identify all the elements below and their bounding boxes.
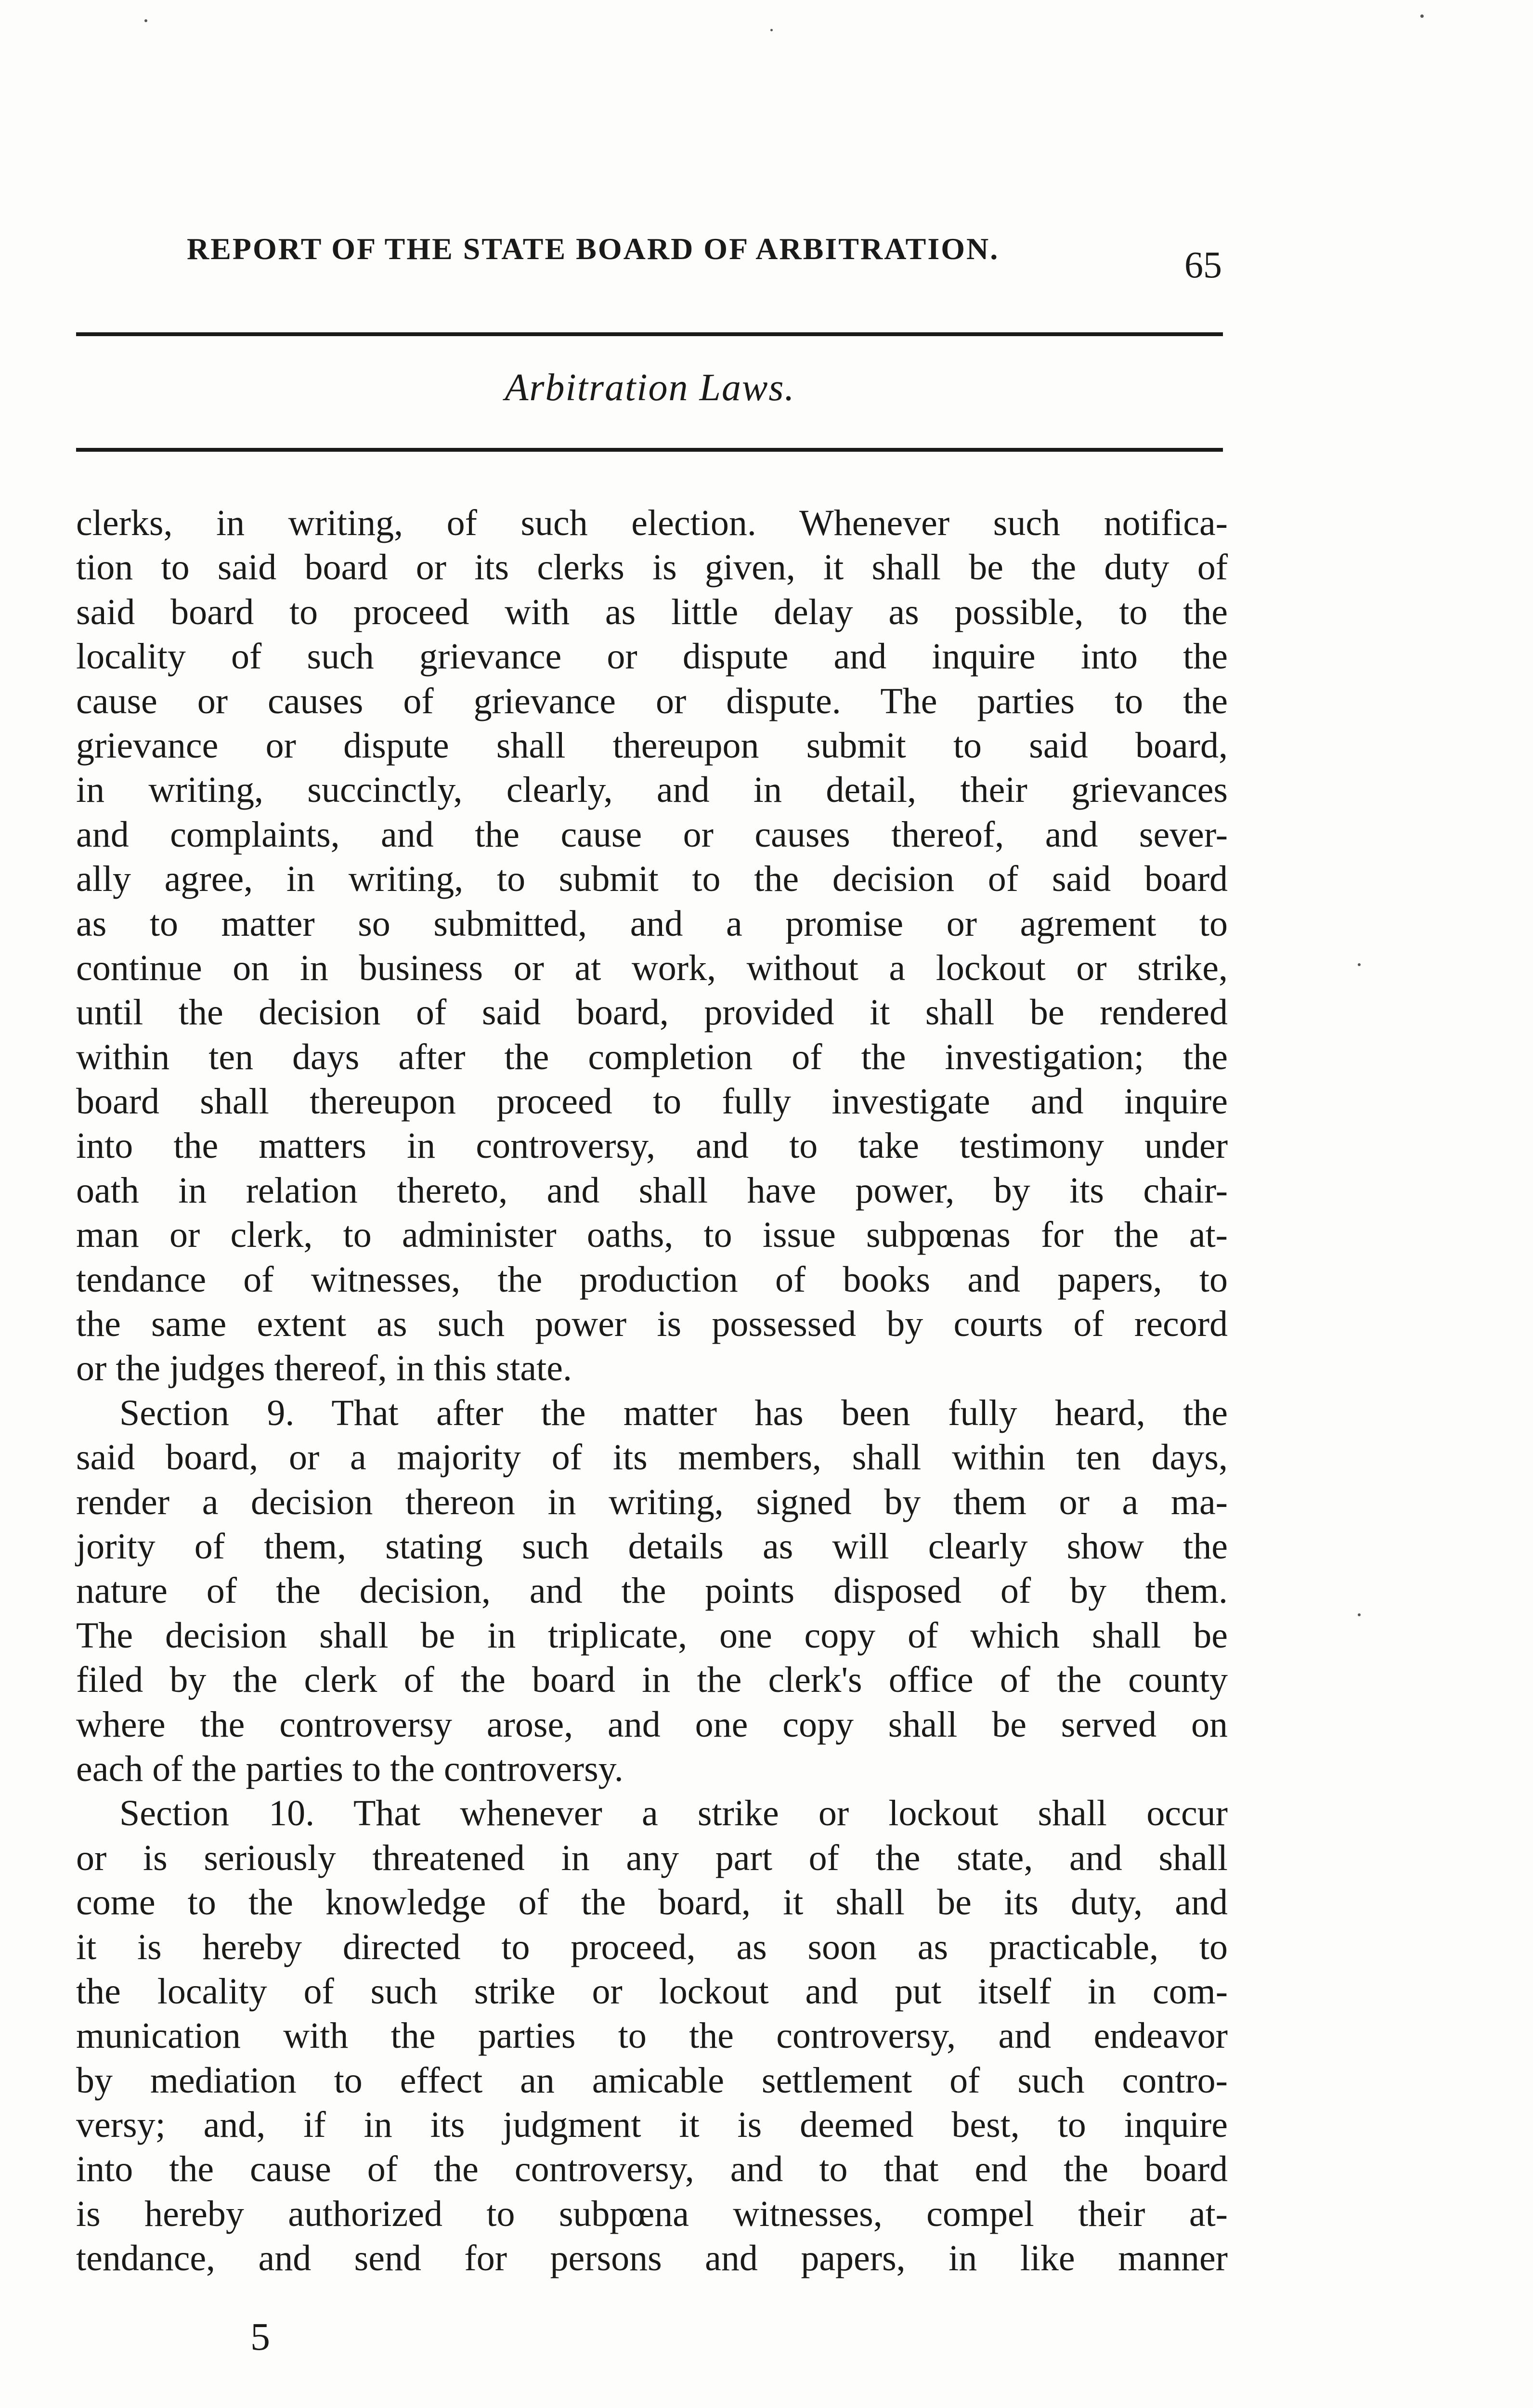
text-line: where the controversy arose, and one copy shall be served on <box>76 1704 1228 1745</box>
body-text <box>76 501 1228 2281</box>
text-line: cause or causes of grievance or dispute. The parties to the <box>76 681 1228 721</box>
text-line: tendance of witnesses, the production of books and papers, to <box>76 1259 1228 1300</box>
text-line: into the matters in controversy, and to take testimony under <box>76 1125 1228 1166</box>
header-rule-bottom <box>76 448 1223 452</box>
text-line: filed by the clerk of the board in the clerk's office of the county <box>76 1660 1228 1701</box>
text-line: locality of such grievance or dispute and inquire into the <box>76 636 1228 677</box>
text-line: tion to said board or its clerks is given, it shall be the duty of <box>76 547 1228 588</box>
text-line: in writing, succinctly, clearly, and in detail, their grievances <box>76 770 1228 811</box>
text-line: render a decision thereon in writing, signed by them or a ma- <box>76 1481 1228 1522</box>
text-line: grievance or dispute shall thereupon submit to said board, <box>76 725 1228 766</box>
print-speck <box>770 29 773 31</box>
header-rule-top <box>76 332 1223 336</box>
text-line: and complaints, and the cause or causes thereof, and sever- <box>76 814 1228 855</box>
text-line: nature of the decision, and the points disposed of by them. <box>76 1570 1228 1611</box>
text-line: continue on in business or at work, without a lockout or strike, <box>76 947 1228 988</box>
text-line: the same extent as such power is possessed by courts of record <box>76 1304 1228 1345</box>
text-line: said board to proceed with as little delay as possible, to the <box>76 591 1228 632</box>
section-9-first-line: Section 9. That after the matter has been fully heard, the <box>119 1392 1228 1433</box>
text-line: as to matter so submitted, and a promise or agrement to <box>76 903 1228 944</box>
print-speck <box>1358 1613 1361 1616</box>
text-line: clerks, in writing, of such election. Whenever such notifica- <box>76 503 1228 543</box>
text-line: is hereby authorized to subpœna witnesses, compel their at- <box>76 2193 1228 2234</box>
print-speck <box>1358 963 1361 966</box>
text-line: ally agree, in writing, to submit to the decision of said board <box>76 859 1228 900</box>
text-line: or the judges thereof, in this state. <box>76 1348 572 1389</box>
text-line: each of the parties to the controversy. <box>76 1748 624 1789</box>
text-line: jority of them, stating such details as will clearly show the <box>76 1526 1228 1567</box>
section-10-first-line: Section 10. That whenever a strike or lockout shall occur <box>119 1793 1228 1834</box>
print-speck <box>1420 14 1424 18</box>
print-speck <box>144 19 147 22</box>
text-line: said board, or a majority of its members, shall within ten days, <box>76 1437 1228 1478</box>
text-line: come to the knowledge of the board, it shall be its duty, and <box>76 1882 1228 1923</box>
page-number: 65 <box>1184 244 1222 286</box>
text-line: versy; and, if in its judgment it is deemed best, to inquire <box>76 2105 1228 2146</box>
text-line: oath in relation thereto, and shall have power, by its chair- <box>76 1170 1228 1211</box>
text-line: until the decision of said board, provided it shall be rendered <box>76 992 1228 1033</box>
text-line: munication with the parties to the controversy, and endeavor <box>76 2015 1228 2056</box>
text-line: by mediation to effect an amicable settlement of such contro- <box>76 2060 1228 2101</box>
text-line: man or clerk, to administer oaths, to issue subpœnas for the at- <box>76 1215 1228 1256</box>
text-line: it is hereby directed to proceed, as soon as practicable, to <box>76 1926 1228 1967</box>
text-line: or is seriously threatened in any part of the state, and shall <box>76 1837 1228 1878</box>
text-line: the locality of such strike or lockout and put itself in com- <box>76 1971 1228 2012</box>
text-line: board shall thereupon proceed to fully investigate and inquire <box>76 1081 1228 1122</box>
signature-mark: 5 <box>250 2315 270 2358</box>
text-line: The decision shall be in triplicate, one copy of which shall be <box>76 1615 1228 1656</box>
running-head: REPORT OF THE STATE BOARD OF ARBITRATION. <box>187 232 1000 266</box>
text-line: tendance, and send for persons and papers, in like manner <box>76 2238 1228 2279</box>
section-title: Arbitration Laws. <box>505 366 795 409</box>
text-line: into the cause of the controversy, and to that end the board <box>76 2149 1228 2190</box>
text-line: within ten days after the completion of the investigation; the <box>76 1036 1228 1077</box>
